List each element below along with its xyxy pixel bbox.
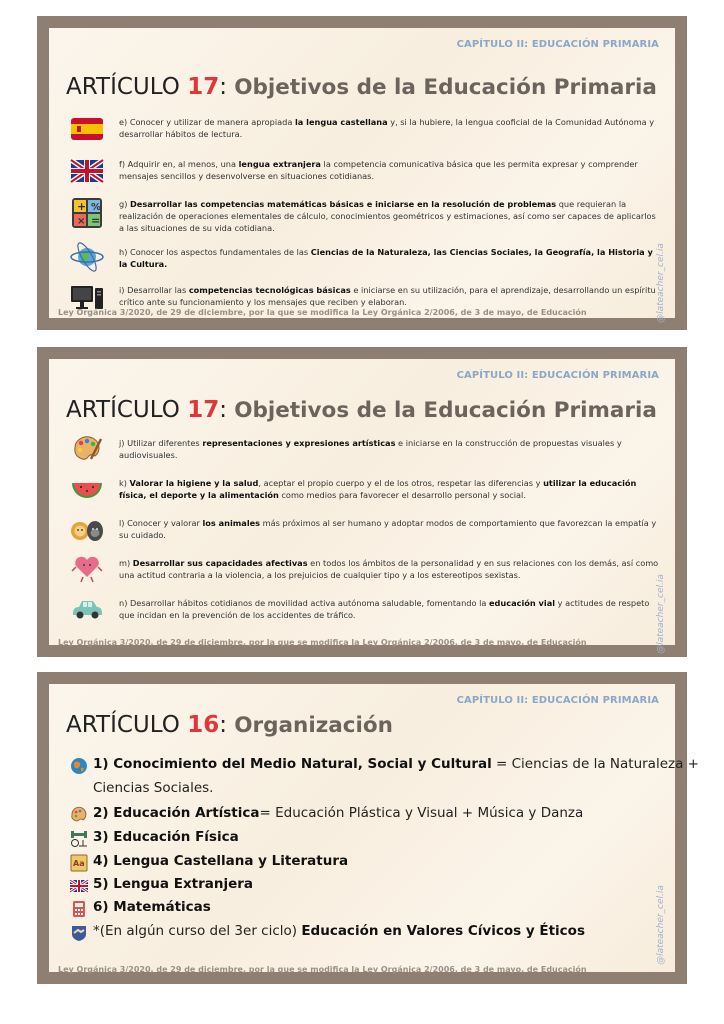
text: h) Conocer los aspectos fundamentales de las <box>119 247 311 257</box>
uk-flag-icon <box>69 877 89 895</box>
objective-e <box>119 116 661 140</box>
text: j) Utilizar diferentes <box>119 438 203 448</box>
subject-name: Educación en Valores Cívicos y Éticos <box>301 923 585 939</box>
article-subtitle: Organización <box>234 713 393 738</box>
card-article-17-part2 <box>37 347 687 657</box>
article-title <box>66 74 657 100</box>
law-reference: Ley Orgánica 3/2020, de 29 de diciembre, por la que se modifica la Ley Orgánica 2/2006, de 3 de mayo, de Educación <box>58 638 587 647</box>
text: , aceptar el propio cuerpo y el de los otros, respetar las diferencias y <box>258 478 544 488</box>
subject-item-5 <box>93 876 253 892</box>
spain-flag-icon <box>69 114 105 144</box>
author-signature: @lateacher_cel.ia <box>656 885 667 965</box>
objective-n <box>119 597 661 621</box>
card-content <box>49 684 699 974</box>
text: k) <box>119 478 130 488</box>
highlight: Desarrollar las competencias matemáticas básicas e iniciarse en la resolución de problemas <box>130 199 557 209</box>
objective-g <box>119 198 661 234</box>
subject-name: 3) Educación Física <box>93 829 239 845</box>
subject-item-6 <box>93 899 211 915</box>
highlight: educación vial <box>488 598 556 608</box>
article-title <box>66 712 393 738</box>
chapter-label: CAPÍTULO II: EDUCACIÓN PRIMARIA <box>456 39 659 50</box>
subject-detail: Ciencias Sociales. <box>93 780 214 796</box>
heart-character-icon <box>69 553 105 583</box>
objective-k <box>119 477 661 501</box>
card-article-16 <box>37 672 699 984</box>
svg-text:Aa: Aa <box>73 859 85 868</box>
highlight: utilizar la educación física, el deporte y la alimentación <box>119 478 637 500</box>
card-content <box>49 28 675 323</box>
svg-text:×: × <box>77 216 86 227</box>
svg-text:+: + <box>77 200 87 213</box>
text: l) Conocer y valorar <box>119 518 203 528</box>
text: y actitudes de respeto que incidan en la prevención de los accidentes de tráfico. <box>119 598 650 620</box>
highlight: Valorar la higiene y la salud <box>129 478 259 488</box>
highlight: Ciencias de la Naturaleza, las Ciencias Sociales, la Geografía, la Historia y la Cultura. <box>119 247 653 269</box>
watermelon-icon <box>69 473 105 503</box>
highlight: lengua extranjera <box>238 159 321 169</box>
article-number: 17 <box>187 74 220 100</box>
highlight: representaciones y expresiones artísticas <box>202 438 396 448</box>
article-subtitle: Objetivos de la Educación Primaria <box>234 75 657 100</box>
highlight: la lengua castellana <box>294 117 388 127</box>
subject-item-4 <box>73 853 349 869</box>
subject-item-7 <box>93 923 585 939</box>
text: e iniciarse en su utilización, para el aprendizaje, desarrollando un espíritu crítico ante su funcionamiento y los mensajes que reciben y elaboran. <box>119 285 656 307</box>
text: e) Conocer y utilizar de manera apropiada <box>119 117 295 127</box>
text: i) Desarrollar las <box>119 285 189 295</box>
law-reference: Ley Orgánica 3/2020, de 29 de diciembre, por la que se modifica la Ley Orgánica 2/2006, de 3 de mayo, de Educación <box>58 308 587 317</box>
law-reference: Ley Orgánica 3/2020, de 29 de diciembre, por la que se modifica la Ley Orgánica 2/2006, de 3 de mayo, de Educación <box>58 965 587 974</box>
objective-m <box>119 557 661 581</box>
subject-item-1-line2 <box>93 780 213 796</box>
sports-icon <box>69 830 89 848</box>
article-subtitle: Objetivos de la Educación Primaria <box>234 398 657 423</box>
subject-item-3 <box>93 829 239 845</box>
objective-l <box>119 517 661 541</box>
svg-text:%: % <box>91 202 102 213</box>
subject-name: 6) Matemáticas <box>93 899 211 915</box>
article-number: 17 <box>187 397 220 423</box>
text: g) <box>119 199 130 209</box>
text: más próximos al ser humano y adoptar modos de comportamiento que favorezcan la empatía y su cuidado. <box>119 518 657 540</box>
svg-text:=: = <box>91 214 101 227</box>
article-number: 16 <box>187 712 220 738</box>
title-word: ARTÍCULO <box>66 397 188 423</box>
science-globe-icon <box>69 242 105 272</box>
objective-h <box>119 246 661 270</box>
book-icon <box>69 854 89 872</box>
title-colon: : <box>219 397 235 423</box>
objective-i <box>119 284 661 308</box>
title-colon: : <box>219 712 235 738</box>
card-article-17-part1 <box>37 16 687 330</box>
card-content <box>49 359 675 654</box>
text: en todos los ámbitos de la personalidad y en sus relaciones con los demás, así como una actitud contraria a la violencia, a los prejuicios de cualquier tipo y a los estereotipos sexistas. <box>119 558 659 580</box>
math-operations-icon <box>69 196 105 230</box>
chapter-label: CAPÍTULO II: EDUCACIÓN PRIMARIA <box>456 695 659 706</box>
chapter-label: CAPÍTULO II: EDUCACIÓN PRIMARIA <box>456 370 659 381</box>
author-signature: @lateacher_cel.ia <box>656 243 667 323</box>
subject-name: 2) Educación Artística <box>93 805 260 821</box>
author-signature: @lateacher_cel.ia <box>656 574 667 654</box>
text: como medios para favorecer el desarrollo personal y social. <box>278 490 526 500</box>
globe-icon <box>69 757 89 775</box>
uk-flag-icon <box>69 156 105 186</box>
highlight: los animales <box>202 518 261 528</box>
text: m) <box>119 558 133 568</box>
text: que requieran la realización de operaciones elementales de cálculo, conocimientos geométricos y estimaciones, así como ser capaces de aplicarlos a las situaciones de su vida cotidiana. <box>119 199 656 233</box>
text: f) Adquirir en, al menos, una <box>119 159 239 169</box>
palette-icon <box>69 806 89 824</box>
text: la competencia comunicativa básica que les permita expresar y comprender mensajes sencillos y desenvolverse en situaciones cotidianas. <box>119 159 638 181</box>
art-palette-icon <box>69 433 105 463</box>
title-word: ARTÍCULO <box>66 712 188 738</box>
subject-name: 1) Conocimiento del Medio Natural, Social y Cultural <box>93 756 492 772</box>
handshake-icon <box>69 924 89 942</box>
subject-name: 4) Lengua Castellana y Literatura <box>93 853 349 869</box>
subject-name: 5) Lengua Extranjera <box>93 876 254 892</box>
highlight: competencias tecnológicas básicas <box>188 285 351 295</box>
subject-detail: = Educación Plástica y Visual + Música y Danza <box>259 805 584 821</box>
objective-f <box>119 158 661 182</box>
highlight: Desarrollar sus capacidades afectivas <box>132 558 308 568</box>
text: y, si la hubiere, la lengua cooficial de la Comunidad Autónoma y desarrollar hábitos de lectura. <box>119 117 655 139</box>
text: n) Desarrollar hábitos cotidianos de movilidad activa autónoma saludable, fomentando la <box>119 598 489 608</box>
subject-item-1 <box>93 756 699 772</box>
subject-detail: = Ciencias de la Naturaleza + <box>491 756 699 772</box>
title-word: ARTÍCULO <box>66 74 188 100</box>
text: e iniciarse en la construcción de propuestas visuales y audiovisuales. <box>119 438 622 460</box>
car-icon <box>69 593 105 623</box>
title-colon: : <box>219 74 235 100</box>
objective-j <box>119 437 661 461</box>
subject-note: *(En algún curso del 3er ciclo) <box>93 923 302 939</box>
animals-icon <box>69 513 105 547</box>
article-title <box>66 397 657 423</box>
calculator-icon <box>69 900 89 918</box>
subject-item-2 <box>93 805 583 821</box>
